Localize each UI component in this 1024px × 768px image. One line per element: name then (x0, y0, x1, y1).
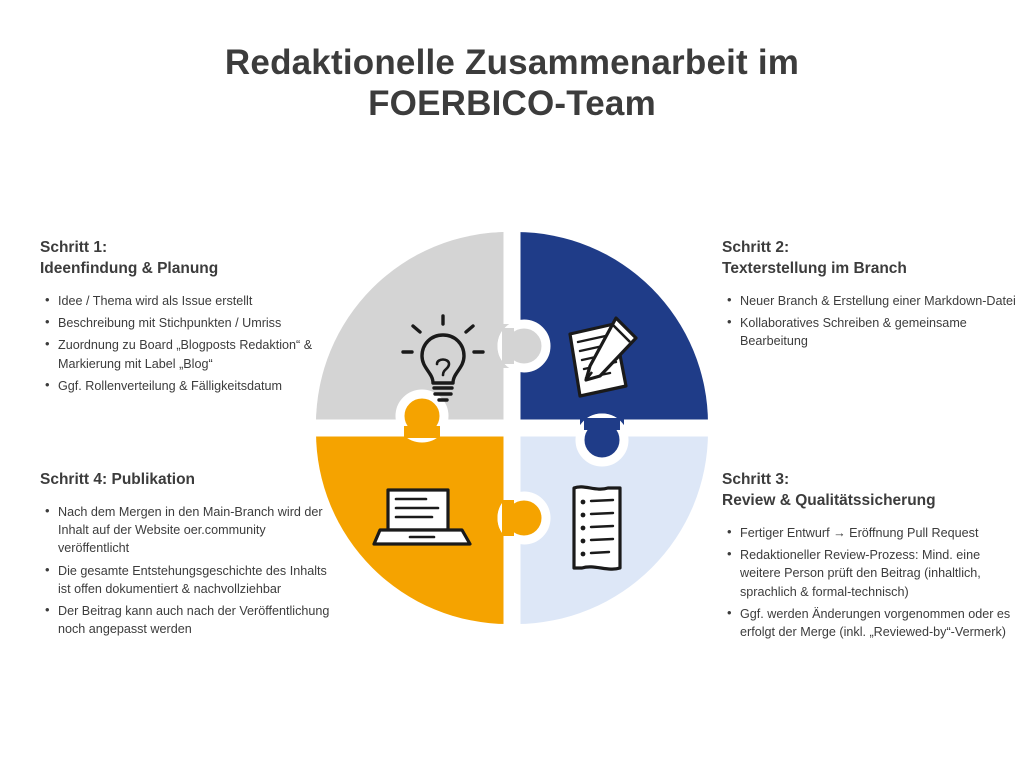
list-item: • Fertiger Entwurf → Eröffnung Pull Request (740, 524, 1024, 542)
step-block-2 (722, 238, 1022, 355)
step-1-heading-line-1: Schritt 1: (40, 239, 108, 256)
list-item: • Neuer Branch & Erstellung einer Markdown-Datei (740, 292, 1022, 310)
list-item: • Idee / Thema wird als Issue erstellt (58, 292, 340, 310)
list-item: • Ggf. Rollenverteilung & Fälligkeitsdatum (58, 377, 340, 395)
step-3-heading-line-1: Schritt 3: (722, 471, 790, 488)
step-2-heading-line-1: Schritt 2: (722, 239, 790, 256)
step-1-list (40, 292, 340, 395)
step-4-heading-line-1: Schritt 4: Publikation (40, 471, 196, 488)
step-4-heading (40, 470, 340, 491)
page-title (0, 42, 1024, 125)
step-3-heading (722, 470, 1024, 512)
step-3-list (722, 524, 1024, 642)
list-item: • Redaktioneller Review-Prozess: Mind. eine weitere Person prüft den Beitrag (inhaltlich, sprachlich & formal-technisch) (740, 546, 1024, 601)
list-item: • Zuordnung zu Board „Blogposts Redaktion“ & Markierung mit Label „Blog“ (58, 336, 340, 373)
step-2-heading (722, 238, 1022, 280)
step-2-heading-line-2: Texterstellung im Branch (722, 259, 907, 277)
list-item: • Ggf. werden Änderungen vorgenommen oder es erfolgt der Merge (inkl. „Reviewed-by“-Vermerk) (740, 605, 1024, 642)
list-item: • Die gesamte Entstehungsgeschichte des Inhalts ist offen dokumentiert & nachvollziehbar (58, 562, 340, 599)
page-title-line-1: Redaktionelle Zusammenarbeit im (224, 43, 800, 82)
list-item: • Beschreibung mit Stichpunkten / Umriss (58, 314, 340, 332)
step-4-list (40, 503, 340, 639)
step-2-list (722, 292, 1022, 351)
step-block-1 (40, 238, 340, 399)
step-3-heading-line-2: Review & Qualitätssicherung (722, 491, 936, 509)
step-1-heading-line-2: Ideenfindung & Planung (40, 259, 219, 277)
step-block-3 (722, 470, 1024, 645)
step-block-4 (40, 470, 340, 643)
list-item: • Kollaboratives Schreiben & gemeinsame Bearbeitung (740, 314, 1022, 351)
page-title-line-2: FOERBICO-Team (368, 84, 656, 124)
puzzle-circle-diagram (312, 228, 712, 628)
list-item: • Der Beitrag kann auch nach der Veröffentlichung noch angepasst werden (58, 602, 340, 639)
list-item: • Nach dem Mergen in den Main-Branch wird der Inhalt auf der Website oer.community veröffentlicht (58, 503, 340, 558)
step-1-heading (40, 238, 340, 280)
document-checklist-icon (574, 487, 620, 569)
